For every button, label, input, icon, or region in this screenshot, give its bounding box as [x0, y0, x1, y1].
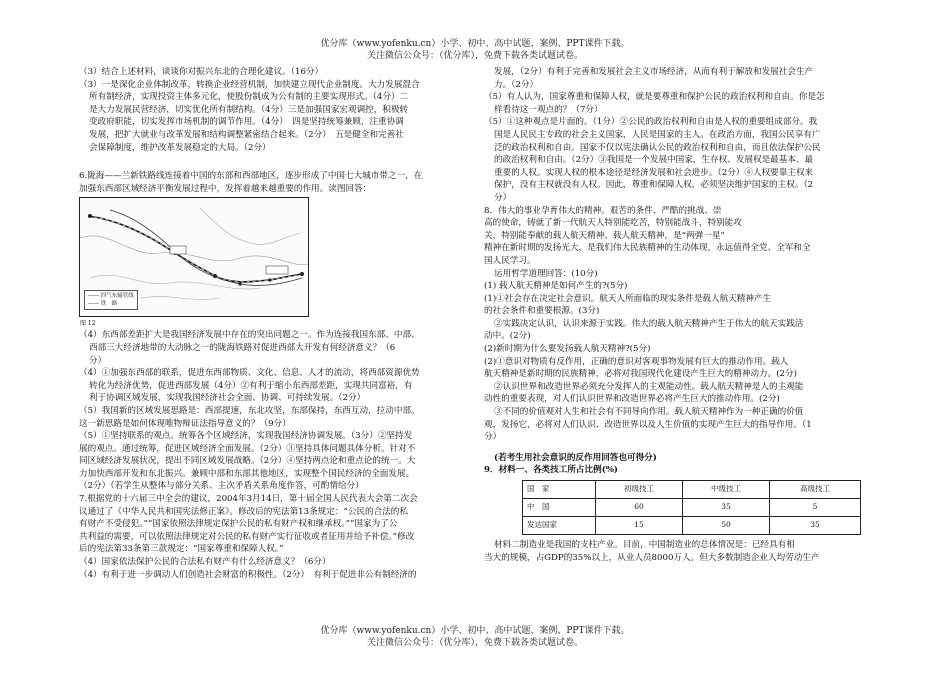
question-8-1-prompt: (1) 载人航天精神是如何产生的?(5分) [484, 281, 628, 292]
answer-5-line: 同区域经济发展状况，提出不同区域发展战略。（2分）④坚持两点论和重点论的统一。大 [79, 456, 416, 467]
question-4-prompt: 分） [89, 355, 107, 366]
answer-8-2-line: 航天精神是新时期的民族精神，必将对我国现代化建设产生巨大的精神动力。(2分) [484, 369, 797, 380]
table-header: 中级技工 [683, 481, 770, 499]
answer-8-2-line: 动性的重要表现，对人们认识世界和改造世界必将产生巨大的推动作用。(2分) [484, 394, 780, 405]
answer-7-5-line: 重要的人权。实现人权的根本途径是经济发展和社会进步。（2分）④人权要靠主权来 [494, 167, 814, 178]
question-5-prompt: 这一新思路是如何体现唯物辩证法指导意义的？（9分） [79, 418, 291, 429]
answer-7-5-line: （5）①这种观点是片面的。（1分）②公民的政治权利和自由是人权的重要组成部分。我 [484, 117, 818, 128]
answer-3-line: 变政府职能，切实发挥市场机制的调节作用。（4分） 四是坚持统筹兼顾，注重协调 [89, 117, 404, 128]
answer-8-1-line: (1)①社会存在决定社会意识。航天人所面临的现实条件是载人航天精神产生 [484, 293, 772, 304]
question-7-stem: 7.根据党的十六届三中全会的建议，2004年3月14日，第十届全国人民代表大会第二次会 [79, 494, 418, 505]
answer-5-note: （2分）（若学生从整体与部分关系、主次矛盾关系角度作答，可酌情给分） [79, 481, 364, 492]
answer-5-line: 展的观点。通过统筹，促进区域经济全面发展。（2分）③坚持具体问题具体分析。针对不 [79, 443, 416, 454]
answer-4-line: 转化为经济优势，促进西部发展（4分）②有利于缩小东西部差距，实现共同富裕，有 [89, 380, 413, 391]
question-4-prompt: （4）东西部差距扩大是我国经济发展中存在的突出问题之一。作为连接我国东部、中部、 [79, 330, 420, 341]
table-cell: 中 国 [523, 499, 596, 517]
question-8-stem: 精神在新时期的发扬光大，是我们伟大民族精神的生动体现，永远值得全党、全军和全 [484, 243, 811, 254]
question-8-stem: 高的使命，铸就了新一代航天人特别能吃苦，特别能战斗，特别能攻 [484, 218, 742, 229]
answer-3-line: 是大力发展民营经济，切实优化所有制结构。（4分）三是加强国家宏观调控，积极转 [89, 104, 409, 115]
answer-8-1-line: ②实践决定认识，认识来源于实践。伟大的载人航天精神产生于伟大的航天实践活 [494, 318, 804, 329]
right-column [484, 66, 882, 564]
table-row [523, 499, 861, 517]
scoring-note: (若考生用社会意识的反作用回答也可得分) [494, 452, 657, 463]
question-6-stem: 6.陇海——兰新铁路线连接着中国的东部和西部地区，逐步形成了中国七大城市带之一，在 [79, 171, 423, 182]
answer-5-line: 力加快西部开发和东北振兴。兼顾中部和东部其他地区，实现整个国民经济的全面发展。 [79, 468, 415, 479]
left-column [79, 66, 477, 581]
question-8-instruction: 运用哲学道理回答：(10分) [494, 268, 598, 279]
answer-5-line: （5）①坚持联系的观点。统筹各个区域经济，实现我国经济协调发展。（3分）②坚持发 [79, 431, 413, 442]
question-9-material-2: 当大的规模，占GDP的35%以上，从业人员8000万人。但大多数制造企业人均劳动生产 [484, 552, 820, 563]
header-line-2: 关注微信公众号：（优分库），免费下载各类试题试卷。 [366, 51, 583, 61]
question-6-stem: 加强东西部区域经济平衡发展过程中，发挥着越来越重要的作用。读图回答： [79, 183, 372, 194]
table-cell: 50 [683, 517, 770, 535]
skilled-worker-table [522, 480, 861, 535]
question-8-2-prompt: (2)新时期为什么要发扬载人航天精神?(5分) [484, 344, 651, 355]
answer-8-2-line: ②认识世界和改造世界必须充分发挥人的主观能动性。载人航天精神是人的主观能 [494, 381, 804, 392]
answer-4-line: （4）①加强东西部的联系，促进东西部物质、文化、信息、人才的流动，将西部资源优势 [79, 368, 420, 379]
railway-map-figure [79, 197, 309, 328]
answer-7-5-line: 分） [494, 192, 512, 203]
footer-line-1: 优分库（www.yofenku.cn）小学、初中、高中试题、案例、PPT课件下载。 [320, 626, 630, 636]
question-7-stem: 共利益的需要，可以依照法律规定对公民的私有财产实行征收或者征用并给予补偿。”修改 [79, 531, 415, 542]
table-cell: 60 [596, 499, 683, 517]
legend-railway: —— 铁 路 [88, 301, 118, 308]
question-7-4-prompt: （4）国家依法保护公民的合法私有财产有什么经济意义？（6分） [79, 557, 331, 568]
table-header: 国 家 [523, 481, 596, 499]
table-cell: 35 [683, 499, 770, 517]
table-cell: 35 [770, 517, 861, 535]
question-3-prompt: （3）结合上述材料，谈谈你对振兴东北的合理化建议。（16分） [79, 67, 324, 77]
question-7-5-prompt: （5）有人认为，国家尊重和保障人权，就是要尊重和保护公民的政治权利和自由。你是怎 [484, 92, 825, 103]
question-8-stem: 关，特别能奉献的载人航天精神。载人航天精神，是“两弹一星” [484, 230, 725, 241]
answer-3-line: 发展，把扩大就业与改革发展和结构调整紧密结合起来。（2分） 五是健全和完善社 [89, 129, 404, 140]
question-7-stem: 议通过了《中华人民共和国宪法修正案》。修改后的宪法第13条规定：“公民的合法的私 [79, 506, 408, 517]
answer-7-4-line: （4）有利于进一步调动人们创造社会财富的积极性。（2分） 有利于促进非公有制经济的 [79, 569, 417, 580]
question-7-stem: 有财产不受侵犯。”“国家依照法律规定保护公民的私有财产权和继承权。”“国家为了公 [79, 519, 398, 530]
answer-3-line: 所有制经济，实现投资主体多元化，使股份制成为公有制的主要实现形式。（4分）二 [89, 92, 409, 103]
answer-7-5-line: 泛的政治权利和自由。国家不仅以宪法确认公民的政治权利和自由，而且依法保护公民 [494, 142, 821, 153]
question-9-material-2: 材料二制造业是我国的支柱产业。目前，中国制造业的总体情况是：已经具有相 [494, 540, 795, 550]
question-7-5-prompt: 样看待这一观点的？（7分） [494, 104, 603, 115]
table-header-row [523, 481, 861, 499]
answer-7-4-line: 发展，（2分）有利于完善和发展社会主义市场经济，从而有利于解放和发展社会生产 [494, 67, 814, 77]
map-caption: 图 12 [80, 320, 96, 328]
header-line-1: 优分库（www.yofenku.cn）小学、初中、高中试题、案例、PPT课件下载。 [320, 39, 630, 49]
answer-8-2-line: (2)①意识对物质有反作用，正确的意识对客观事物发展有巨大的推动作用。载人 [484, 356, 789, 367]
table-cell: 5 [770, 499, 861, 517]
question-8-stem: 国人民学习。 [484, 255, 536, 266]
table-cell: 发达国家 [523, 517, 596, 535]
answer-8-2-line: 观，发扬它，必将对人们认识、改造世界以及人生价值的实现产生巨大的指导作用。（1 [484, 419, 812, 430]
answer-8-1-line: 动中。(2分) [484, 331, 531, 342]
question-7-stem: 后的宪法第33条第三款规定：“国家尊重和保障人权。” [79, 544, 284, 555]
question-4-prompt: 西部三大经济地带的大动脉之一的陇海铁路对促进西部大开发有何经济意义？（6 [89, 342, 396, 353]
table-header: 初级技工 [596, 481, 683, 499]
answer-8-2-line: ③不同的价值观对人生和社会有不同导向作用。载人航天精神作为一种正确的价值 [494, 407, 804, 418]
answer-7-4-line: 力。（2分） [494, 79, 539, 90]
question-5-prompt: （5）我国新的区域发展思路是：西部提速，东北攻坚，东部保持，东西互动，拉动中部。 [79, 405, 420, 416]
page-footer [0, 625, 950, 649]
answer-7-5-line: 保护，没有主权就没有人权。因此，尊重和保障人权，必须坚决维护国家的主权。（2 [494, 180, 814, 191]
table-row [523, 517, 861, 535]
question-8-stem: 8．伟大的事业孕育伟大的精神。艰苦的条件、严酷的挑战、崇 [484, 205, 722, 216]
answer-7-5-line: 国是人民民主专政的社会主义国家，人民是国家的主人。在政治方面，我国公民享有广 [494, 129, 821, 140]
legend-gas-pipeline: —— 四气东输管线 [88, 293, 134, 300]
table-header: 高级技工 [770, 481, 861, 499]
answer-7-5-line: 的政治权利和自由。（2分）③我国是一个发展中国家，生存权、发展权是最基本、最 [494, 155, 814, 166]
table-cell: 15 [596, 517, 683, 535]
question-9-material-1: 9．材料一、各类技工所占比例(%) [484, 465, 618, 476]
answer-8-1-line: 的社会条件和重要根源。(3分) [484, 306, 600, 317]
answer-8-2-line: 分） [484, 432, 502, 443]
answer-3-line: 会保障制度，维护改革发展稳定的大局。（2分） [89, 142, 271, 153]
page-header [0, 38, 950, 62]
answer-3-line: （3）一是深化企业体制改革，转换企业经营机制，加快建立现代企业制度。大力发展混合 [79, 79, 420, 90]
footer-line-2: 关注微信公众号：（优分库），免费下载各类试题试卷。 [366, 638, 583, 648]
map-legend [84, 290, 138, 310]
answer-4-line: 利于协调区域发展，实现我国经济社会全面、协调、可持续发展。（2分） [89, 393, 366, 404]
